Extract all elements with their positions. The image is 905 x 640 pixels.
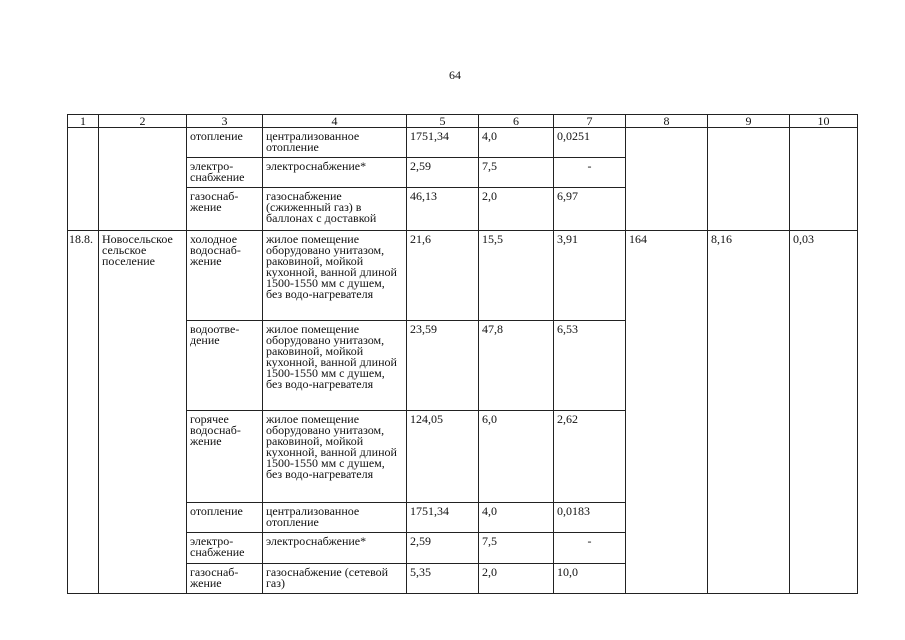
- value-cell-10: [790, 128, 858, 231]
- value-cell-7: -: [554, 533, 626, 564]
- value-cell-7: 10,0: [554, 564, 626, 594]
- value-cell-6: 2,0: [479, 564, 554, 594]
- value-cell-5: 2,59: [407, 533, 479, 564]
- service-cell: отопление: [187, 503, 263, 533]
- description-cell: централизованное отопление: [263, 503, 407, 533]
- header-cell: 6: [479, 115, 554, 128]
- value-cell-5: 1751,34: [407, 503, 479, 533]
- service-cell: газоснаб-жение: [187, 188, 263, 231]
- value-cell-6: 4,0: [479, 128, 554, 158]
- settlement-cell: Новосельское сельское поселение: [99, 231, 187, 594]
- service-cell: электро-снабжение: [187, 158, 263, 188]
- description-cell: жилое помещение оборудовано унитазом, раковиной, мойкой кухонной, ванной длиной 1500-1550 мм с душем, без водо-нагревателя: [263, 411, 407, 503]
- description-cell: электроснабжение*: [263, 158, 407, 188]
- value-cell-5: 46,13: [407, 188, 479, 231]
- description-cell: электроснабжение*: [263, 533, 407, 564]
- description-cell: централизованное отопление: [263, 128, 407, 158]
- header-cell: 5: [407, 115, 479, 128]
- value-cell-7: 2,62: [554, 411, 626, 503]
- value-cell-6: 15,5: [479, 231, 554, 321]
- value-cell-6: 47,8: [479, 321, 554, 411]
- header-cell: 7: [554, 115, 626, 128]
- description-cell: газоснабжение (сетевой газ): [263, 564, 407, 594]
- service-cell: электро-снабжение: [187, 533, 263, 564]
- header-cell: 3: [187, 115, 263, 128]
- value-cell-5: 23,59: [407, 321, 479, 411]
- service-cell: горячее водоснаб-жение: [187, 411, 263, 503]
- header-row: [68, 115, 858, 128]
- value-cell-5: 124,05: [407, 411, 479, 503]
- value-cell-7: 3,91: [554, 231, 626, 321]
- value-cell-7: 0,0251: [554, 128, 626, 158]
- service-cell: газоснаб-жение: [187, 564, 263, 594]
- description-cell: жилое помещение оборудовано унитазом, раковиной, мойкой кухонной, ванной длиной 1500-1550 мм с душем, без водо-нагревателя: [263, 231, 407, 321]
- service-cell: отопление: [187, 128, 263, 158]
- value-cell-7: 0,0183: [554, 503, 626, 533]
- value-cell-7: -: [554, 158, 626, 188]
- service-cell: водоотве-дение: [187, 321, 263, 411]
- header-cell: 2: [99, 115, 187, 128]
- description-cell: газоснабжение (сжиженный газ) в баллонах с доставкой: [263, 188, 407, 231]
- value-cell-6: 6,0: [479, 411, 554, 503]
- value-cell-8: [626, 128, 708, 231]
- value-cell-9: 8,16: [708, 231, 790, 594]
- row-number-cell: [68, 128, 99, 231]
- description-cell: жилое помещение оборудовано унитазом, раковиной, мойкой кухонной, ванной длиной 1500-1550 мм с душем, без водо-нагревателя: [263, 321, 407, 411]
- header-cell: 4: [263, 115, 407, 128]
- value-cell-10: 0,03: [790, 231, 858, 594]
- row-number-cell: 18.8.: [68, 231, 99, 594]
- tariff-table: [67, 114, 858, 594]
- service-cell: холодное водоснаб-жение: [187, 231, 263, 321]
- table-row: [68, 128, 858, 158]
- page-number: 64: [449, 68, 461, 82]
- header-cell: 1: [68, 115, 99, 128]
- value-cell-8: 164: [626, 231, 708, 594]
- value-cell-6: 7,5: [479, 158, 554, 188]
- value-cell-5: 21,6: [407, 231, 479, 321]
- header-cell: 8: [626, 115, 708, 128]
- value-cell-5: 1751,34: [407, 128, 479, 158]
- value-cell-5: 5,35: [407, 564, 479, 594]
- header-cell: 10: [790, 115, 858, 128]
- header-cell: 9: [708, 115, 790, 128]
- value-cell-9: [708, 128, 790, 231]
- value-cell-6: 4,0: [479, 503, 554, 533]
- settlement-cell: [99, 128, 187, 231]
- value-cell-6: 7,5: [479, 533, 554, 564]
- value-cell-6: 2,0: [479, 188, 554, 231]
- value-cell-7: 6,53: [554, 321, 626, 411]
- value-cell-7: 6,97: [554, 188, 626, 231]
- table-row: [68, 231, 858, 321]
- value-cell-5: 2,59: [407, 158, 479, 188]
